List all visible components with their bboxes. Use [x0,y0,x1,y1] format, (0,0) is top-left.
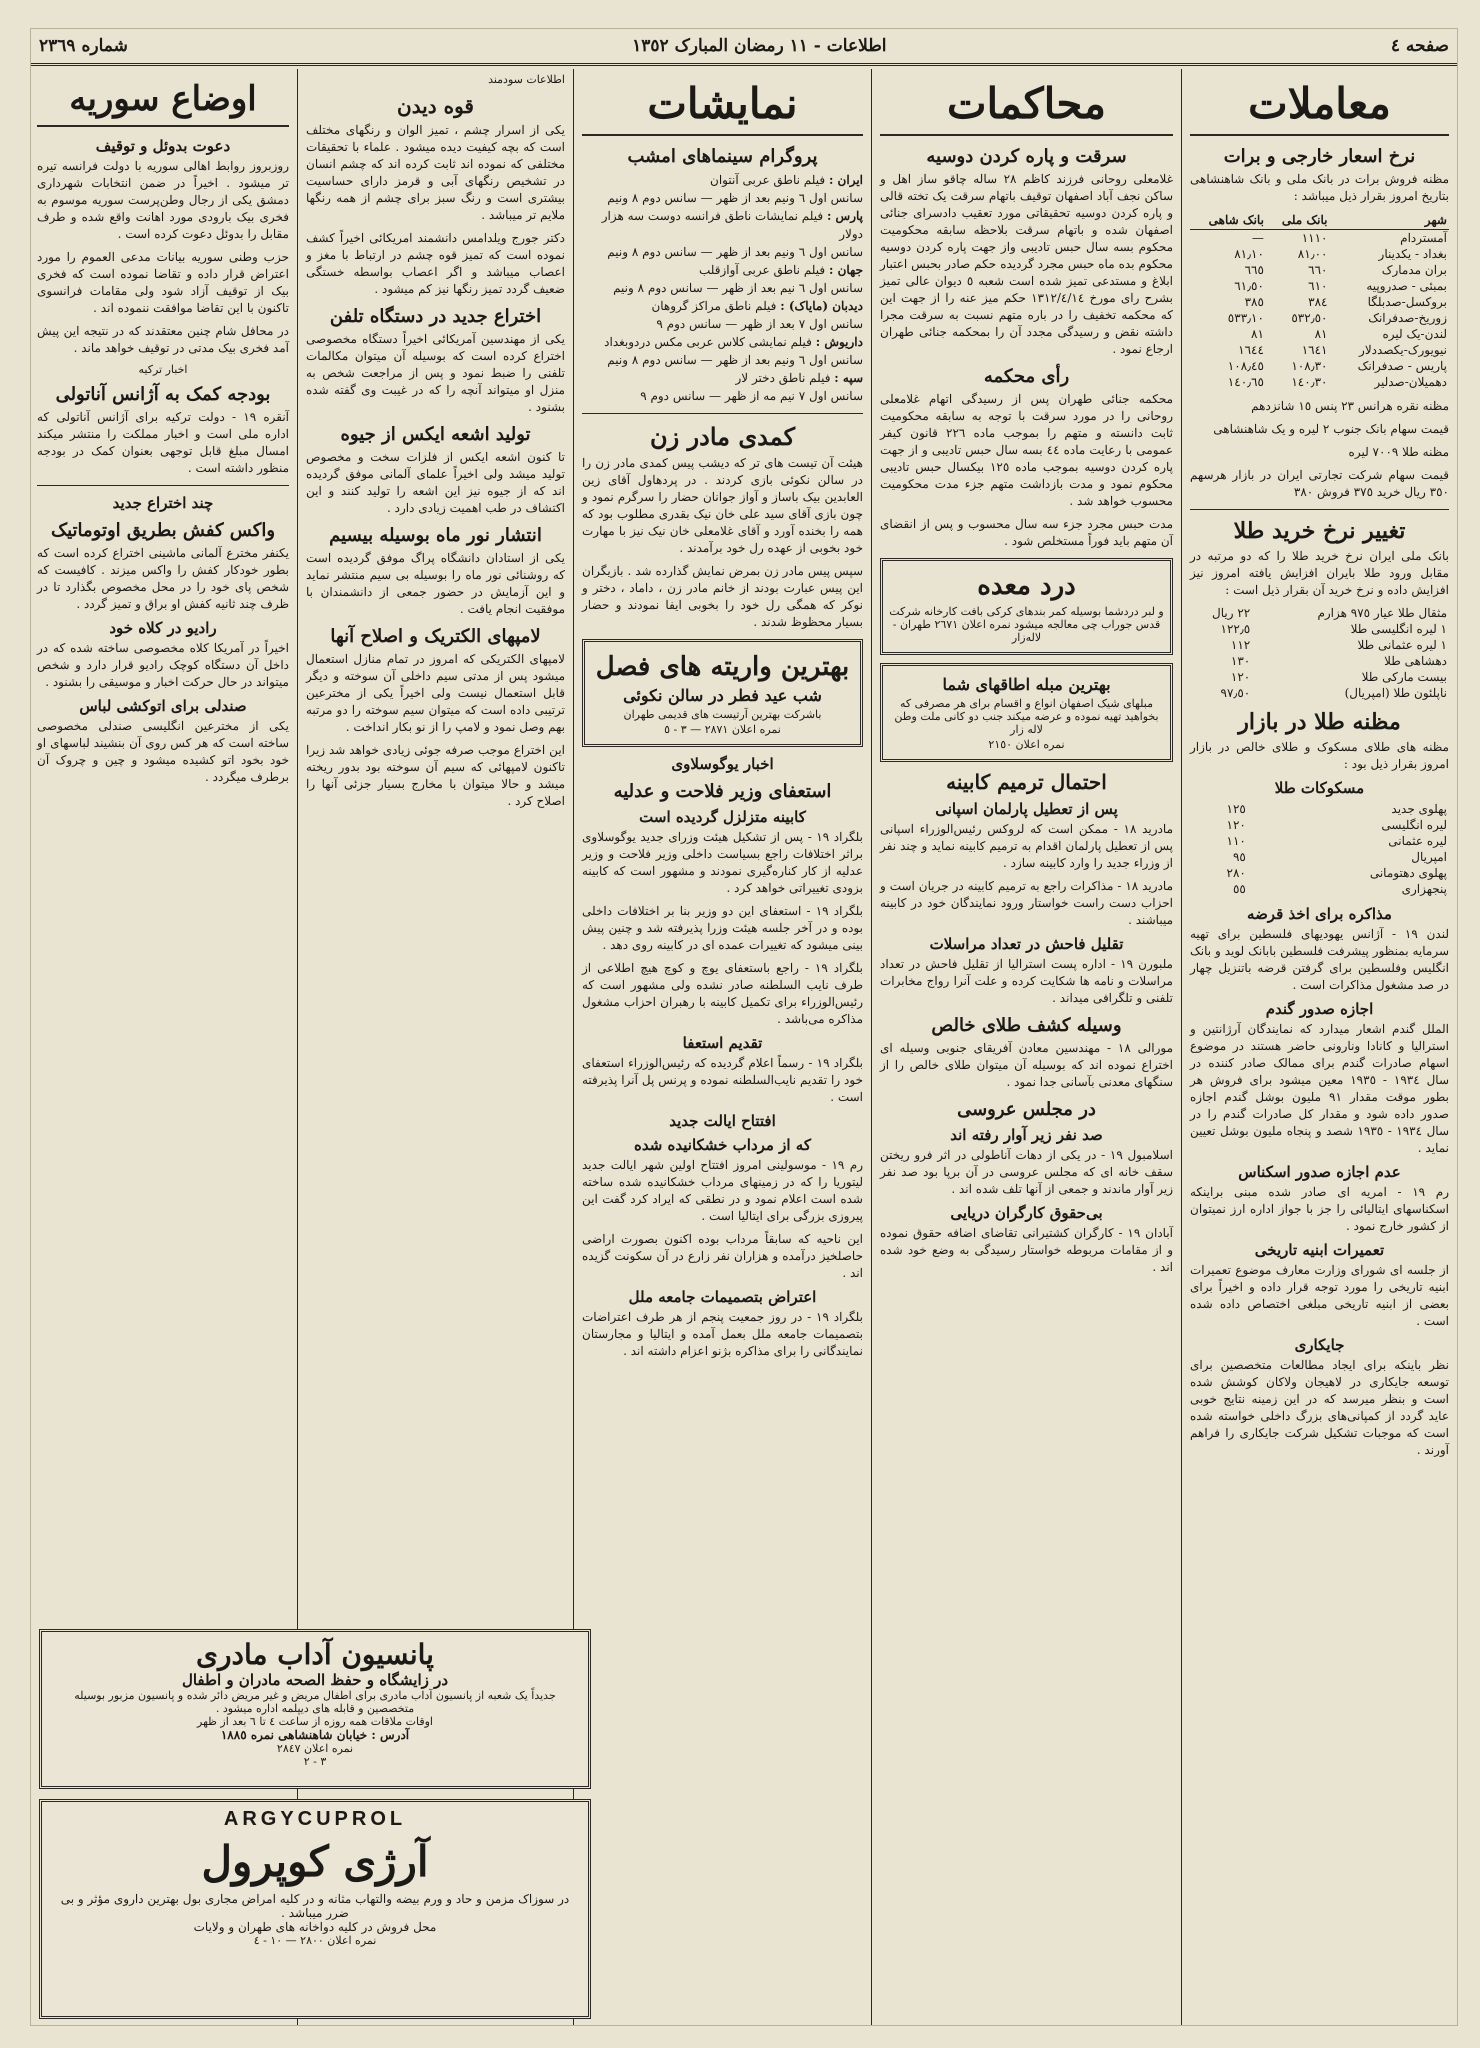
table-row: بمبئی - صدروپیه ٦١٠ ٦١٫٥٠ [1234,279,1447,293]
gold-price: مظنه طلا ٧٠٠٩ لیره [1348,445,1449,459]
list-item: دیدبان (مایاک) : فیلم ناطق مراکز گروهان سانس اول ٧ بعد از ظهر — سانس دوم ٩ [651,299,863,331]
comedy-text: هیئت آن تیست های تر که دیشب پیس کمدی مادر زن را در سالن نکوئی بازی کردند . در پردهاول آقای زین العابدین بیک باساز و آواز جوانان حضار را سرگرم نمود و چون بازی آقای سید علی خان نیک بقدری مطلوب بود که همه را بخنده آورد و آقای غلامعلی خان نیک نیز با مهارت خود بخوبی از عهده رل خود برآمدند . [582,456,863,555]
divider [582,413,863,414]
coins-table [1190,801,1449,897]
table-row: بران مدمارک ٦٦٠ ٦٦٥ [1244,263,1447,277]
issue-number: شماره ٢٣٦٩ [39,36,128,56]
column-namayeshat [573,69,871,2025]
ad-text-2: اوقات ملاقات همه روزه از ساعت ٤ تا ٦ بعد از ظهر [197,1715,433,1728]
table-row: امپریال ٩٥ [1232,850,1447,864]
exchange-rates-table [1190,211,1449,390]
yugoslav-kicker: اخبار یوگوسلاوی [671,755,774,773]
table-row: بروکسل-صدبلگا ٣٨٤ ٣٨٥ [1244,295,1447,309]
bank-shares: قیمت سهام بانک جنوب ٢ لیره و یک شاهنشاهی [1213,422,1449,436]
syria-sub: دعوت بدوئل و توقیف [95,137,231,155]
eye-text: یکی از اسرار چشم ، تمیز الوان و رنگهای مختلف است که بچه کیفیت دیده میشود . علماء با تحقیقات مختلفی که نموده اند ثابت کرده اند که چشم انسان در تشخیص رنگهای آبی و قرمز دارای حساسیت بیشتری است و رنگ سبز برای چشم از همه رنگها ملایم تر میباشد . [306,123,565,222]
list-item: پارس : فیلم نمایشات ناطق فرانسه دوست سه هزار دولار سانس اول ٦ ونیم بعد از ظهر — سانس دوم ٨ ونیم [601,209,863,259]
factory-sub: که از مرداب خشکانیده شده [633,1136,811,1154]
wheat-heading: اجازه صدور گندم [1265,1000,1374,1018]
col-header: بانک ملی [1266,211,1330,230]
lamp-text: لامپهای الکتریکی که امروز در تمام منازل استعمال میشود پس از مدتی سیم داخلی آن سوخته و دیگر قابل استعمال نیست ولی اخیراً یکی از مخترعین ترتیبی داده است که میتوان سیم سوخته را دو مرتبه بهم وصل نمود و لامپ را از نو بکار انداخت . [306,652,565,734]
table-row: پهلوی جدید ١٢٥ [1226,802,1447,816]
cabinet-text: مادرید ١٨ - ممکن است که لروکس رئیس‌الوزراء اسپانی پس از تعطیل پارلمان اقدام به ترمیم کابینه نماید و چند نفر از وزراء جدید را وارد کابینه سازد . [880,822,1173,870]
case-text: غلامعلی روحانی فرزند کاظم ٢٨ ساله چاقو ساز اهل و ساکن نجف آباد اصفهان توقیف باتهام سرقت یک تخته قالی و پاره کردن دوسیه تحقیقاتی مورد تعقیب دادسرای جنائی اصفهان شده و باتهام سرقت بلاحظه سابقه محکومیت محکوم بسه سال حبس تادیبی واز جهت پاره کردن دوسیه محکوم بده ماه حبس مجرد گردیده حکم صادر بحبس اعتبار ابلاغ و مستدعی تمیز شده است شعبه ٥ دیوان عالی تمیز بشرح رای مورخ ١٣١٢/٤/١٤ حکم میز عنه را از جهت این که محکمه تخفیف را در باره متهم نسبت به سرقت مجرا داشته نقض و رسیدگی مجدد آن را بمحکمه جنائی طهران ارجاع نمود . [880,172,1174,356]
newspaper-page [30,28,1458,2026]
table-row: بغداد - یکدینار ٨١٫٠٠ ٨١٫١٠ [1234,247,1447,261]
table-row: زوریخ-صدفرانک ٥٣٢٫٥٠ ٥٣٣٫١٠ [1227,311,1447,325]
ad-title: درد معده [977,571,1076,601]
lamp-heading: لامپهای الکتریک و اصلاح آنها [330,626,541,647]
ad-title: پانسیون آداب مادری [196,1638,434,1671]
ad-sub: شب عید فطر در سالن نکوئی [623,686,822,705]
verdict-heading: رأی محکمه [983,366,1070,387]
ad-text: و لبر دردشما بوسیله کمر بندهای کرکی بافت کارخانه شرکت قدس جوراب چی معالجه میشود نمره اعلان ٢٦٧١ طهران - لاله‌زار [889,605,1164,644]
table-row: دهمیلان-صدلیر ١٤٠٫٣٠ ١٤٠٫٦٥ [1227,375,1447,389]
monuments-heading: تعمیرات ابنیه تاریخی [1254,1241,1385,1259]
divider [1190,509,1449,510]
case-heading: سرقت و پاره کردن دوسیه [926,146,1127,167]
rates-intro: مظنه فروش برات در بانک ملی و بانک شاهنشاهی بتاریخ امروز بقرار ذیل میباشد : [1190,172,1449,203]
radio-heading: رادیو در کلاه خود [109,619,217,637]
verdict-text-2: مدت حبس مجرد جزء سه سال محسوب و پس از انقضای آن متهم باید فوراً مستخلص شود . [880,517,1173,548]
coins-heading: مسکوکات طلا [1274,779,1365,797]
list-item: جهان : فیلم ناطق عربی آوازقلب سانس اول ٦ نیم بعد از ظهر — سانس دوم ٨ ونیم [613,263,863,295]
pansion-ad [39,1629,591,1789]
stomach-ad [880,558,1173,655]
syria-text: روزبروز روابط اهالی سوریه با دولت فرانسه تیره تر میشود . اخیراً در ضمن انتخابات شهرداری دمشق یکی از رجال وطن‌پرست سوریه موسوم به فخری بیک بارودی مورد اهانت واقع شده و طرف مقابل را بدوئل دعوت کرده است . [37,159,289,241]
shoe-heading: واکس کفش بطریق اوتوماتیک [50,520,276,541]
masthead [31,29,1457,66]
ad-number: نمره اعلان ٢٨٤٧ [276,1742,354,1755]
col-header: بانک شاهی [1190,211,1266,230]
banknote-text: رم ١٩ - امریه ای صادر شده مبنی براینکه اسکناسهای ایتالیائی را جز با جواز اداره ارز نمیتوان از کشور خارج نمود . [1190,1185,1449,1233]
anatoli-text: آنقره ١٩ - دولت ترکیه برای آژانس آناتولی که اداره ملی است و اخبار مملکت را منتشر میکند امسال مبلغ قابل توجهی بعنوان کمک در بودجه منظور داشته است . [37,410,289,475]
column-muamelat [1181,69,1457,2025]
ad-number: نمره اعلان ٢٨٠٠ — ١٠ - ٤ [253,1934,377,1947]
verdict-text: محکمه جنائی طهران پس از رسیدگی اتهام غلامعلی روحانی را در مورد سرقت با توجه به سابقه محکومیت ثابت دانسته و متهم را بموجب ماده ٢٢٦ قانون کیفر عمومی با رعایت ماده ٤٤ بسه سال حبس تادیبی و از جهت پاره کردن دوسیه بموجب ماده ١٢٥ بیکسال حبس تادیبی محکوم نمود و مدت بازداشت متهم جزء مدت محکومیت محسوب خواهد شد . [880,392,1173,508]
ad-number-2: ٣ - ٢ [303,1755,327,1768]
list-item: ایران : فیلم ناطق عربی آنتوان سانس اول ٦ ونیم بعد از ظهر — سانس دوم ٨ ونیم [607,173,863,205]
table-row: لندن-یک لیره ٨١ ٨١ [1251,327,1447,341]
inventions-heading: چند اختراع جدید [112,494,214,512]
lamp-text-2: این اختراع موجب صرفه جوئی زیادی خواهد شد زیرا تاکنون لامپهائی که سیم آن سوخته بود بدور ریخته میشد و حالا میتوان با مخارج بسیار جزئی آنها را اصلاح کرد . [306,743,565,808]
loan-text: لندن ١٩ - آژانس یهودیهای فلسطین برای تهیه سرمایه بمنظور پیشرفت فلسطین بابانک لوید و بانک انگلیس وفلسطین برای گرفتن قرضه باتنزیل چهار در صد مشغول مذاکرات است . [1190,927,1449,992]
league-text: بلگراد ١٩ - در روز جمعیت پنجم از هر طرف اعتراضات بتصمیمات جامعه ملل بعمل آمده و ایتالیا و مجارستان نمایندگانی را برای مذاکره بژنو اعزام داشته اند . [582,1310,863,1358]
ad-address: آدرس : خیابان شاهنشاهی نمره ١٨٨٥ [220,1728,410,1742]
gold-discovery-text: مورالی ١٨ - مهندسین معادن آفریقای جنوبی وسیله ای اختراع نموده اند که بوسیله آن میتوان طلای خالص را از سنگهای معدنی بآسانی جدا نمود . [880,1041,1174,1089]
table-row: پاریس - صدفرانک ١٠٨٫٣٠ ١٠٨٫٤٥ [1227,359,1447,373]
xray-text: تا کنون اشعه ایکس از فلزات سخت و مخصوص تولید میشد ولی اخیراً علمای آلمانی موفق گردیده اند که از جیوه نیز این اشعه را تولید کنند و این اکتشاف در طب اهمیت زیادی دارد . [306,450,565,515]
eye-heading: قوه دیدن [397,94,474,118]
turkey-kicker: اخبار ترکیه [138,363,188,376]
table-row: دهشاهی طلا ١٣٠ [1230,654,1447,668]
sailor-heading: بی‌حقوق کارگران دریایی [950,1204,1103,1222]
mail-heading: تقلیل فاحش در تعداد مراسلات [929,935,1124,953]
comedy-text-2: سپس پیس مادر زن بمرض نمایش گذارده شد . بازیگران این پیس عبارت بودند از خانم مادر زن ، داماد ، دختر و نوکر که همگی رل خود را بخوبی ایفا نمودند و حضار بسیار محظوظ شدند . [582,564,863,629]
mail-text: ملبورن ١٩ - اداره پست استرالیا از تقلیل فاحش در تعداد مراسلات و نامه ها شکایت کرده و علت آنرا رواج مخابرات تلفنی و تلگرافی میداند . [880,957,1173,1005]
table-row: بیست مارکی طلا ١٢٠ [1230,670,1447,684]
cabinet-heading: احتمال ترمیم کابینه [946,770,1107,794]
list-item: سپه : فیلم ناطق دختر لار سانس اول ٧ نیم مه از ظهر — سانس دوم ٩ [640,371,863,403]
cabinet-text-2: مادرید ١٨ - مذاکرات راجع به ترمیم کابینه در جریان است و احزاب دست راست خواستار ورود نمایندگان خود در کابینه میباشند . [880,879,1173,927]
wedding-text: اسلامبول ١٩ - در یکی از دهات آناطولی در اثر فرو ریختن سقف خانه ای که مجلس عروسی در آن برپا بود صد نفر زیر آوار ماندند و جمعی از آنها تلف شده اند . [880,1148,1173,1196]
yugoslav-text: بلگراد ١٩ - پس از تشکیل هیئت وزرای جدید یوگوسلاوی براثر اختلافات راجع بسیاست داخلی وزیر فلاحت و وزیر عدلیه از کار کناره‌گیری نمودند و مشهور است که کابینه بزودی تغییراتی خواهد کرد . [582,830,863,895]
gold-change-heading: تغییر نرخ خرید طلا [1233,518,1406,544]
gold-discovery-heading: وسیله کشف طلای خالص [931,1015,1122,1036]
moonlight-heading: انتشار نور ماه بوسیله بیسیم [329,525,542,546]
program-heading: پروگرام سینماهای امشب [627,146,818,167]
sailor-text: آبادان ١٩ - کارگران کشتیرانی تقاضای اضافه حقوق نموده و از مقامات مربوطه خواستار رسیدگی به وضع خود شده اند . [880,1226,1173,1274]
wedding-sub: صد نفر زیر آوار رفته اند [950,1126,1103,1144]
phone-heading: اختراع جدید در دستگاه تلفن [329,306,542,327]
comedy-heading: کمدی مادر زن [649,422,796,451]
ad-text: مبلهای شیک اصفهان انواع و اقسام برای هر مصرفی که بخواهید تهیه نموده و عرضه میکند جنب دو کانی ملت وطن لاله زار [894,697,1159,736]
eye-text-2: دکتر جورج ویلدامس دانشمند امریکائی اخیراً کشف نموده است که تمیز قوه چشم در ارتباط با مغز و اعصاب میباشد و اگر اعصاب بواسطه خستگی ضعیف گردد تمیز رنگها نیز کم میشود . [306,231,565,296]
divider [37,485,289,486]
ad-line: باشرکت بهترین آرتیست های قدیمی طهران [623,708,822,721]
bazaar-text: مظنه های طلای مسکوک و طلای خالص در بازار امروز بقرار ذیل بود : [1190,740,1449,771]
factory-heading: افتتاح ایالت جدید [669,1112,776,1130]
wheat-text: الملل گندم اشعار میدارد که نمایندگان آرژانتین و استرالیا و کانادا ونارونی حاضر هستند در موضوع اسهام صادرات گندم برای ممالک صادر کننده در سال ١٩٣٤ - ١٩٣٥ معین میشود برای فروش هر بطور موقت مقدار ٩١ ملیون بوشل گندم اجازه صدور داده شود و مقدار کل صادرات گندم را در سال ١٩٣٤ - ١٩٣٥ شصد و پنجاه ملیون بوشل تعیین نماید . [1190,1022,1450,1155]
table-row: لیره عثمانی ١١٠ [1226,834,1447,848]
radio-text: اخیراً در آمریکا کلاه مخصوصی ساخته شده که در داخل آن دستگاه کوچک رادیو قرار دارد و شخص میتواند در حال حرکت اخبار و موسیقی را بشنود . [37,641,289,689]
wedding-heading: در مجلس عروسی [957,1099,1096,1120]
ad-title: آرژی کوپرول [201,1837,429,1886]
jaygari-text: نظر باینکه برای ایجاد مطالعات متخصصین برای توسعه جایکاری در لاهیجان ولاکان کوشش شده است و بنظر میرسد که در این زمینه نتایج خوبی عاید گردد از کمپانی‌های بزرگ داخلی خواسته شده است که موجبات تشکیل شرکت جایکاری را فراهم آورند . [1190,1358,1449,1457]
table-row: ناپلئون طلا (امپریال) ٩٧٫٥٠ [1220,686,1447,700]
yugoslav-heading: استعفای وزیر فلاحت و عدلیه [613,781,832,802]
list-item: داریوش : فیلم نمایشی کلاس عربی مکس دردوبغداد سانس اول ٦ ونیم بعد از ظهر — سانس دوم ٨ ونیم [604,335,863,367]
ad-text: جدیداً یک شعبه از پانسیون آداب مادری برای اطفال مریض و غیر مریض دائر شده و پانسیون مزبور بوسیله متخصصین و قابله های دیپلمه اداره میشود . [74,1689,556,1715]
table-row: پنجهزاری ٥٥ [1232,882,1447,896]
ad-title: بهترین واریته های فصل [595,652,850,682]
section-title-muamelat: معاملات [1190,79,1449,136]
anatoli-heading: بودجه کمک به آژانس آناتولی [55,384,271,405]
table-row: نیویورک-یکصددلار ١٦٤١ ١٦٤٤ [1238,343,1447,357]
syria-text-3: در محافل شام چنین معتقدند که در نتیجه این پیش آمد فخری بیک مدتی در توقیف خواهد ماند . [37,324,289,355]
factory-text-2: این ناحیه که سابقاً مرداب بوده اکنون بصورت اراضی حاصلخیز درآمده و هزاران نفر زارع در آن سکونت گزیده اند . [582,1232,863,1280]
column-kicker: اطلاعات سودمند [488,73,565,86]
table-row: آمستردام ١١١٠ — [1251,231,1447,245]
factory-text: رم ١٩ - موسولینی امروز افتتاح اولین شهر ایالت جدید لیتوریا را که در زمینهای مرداب خشکانیده شده ساخته شده است اعلام نمود و در نطقی که ایراد کرد گفت این پیروزی بزرگی برای ایتالیا است . [582,1158,863,1223]
cabinet-sub: پس از تعطیل پارلمان اسپانی [935,800,1118,818]
table-row: مثقال طلا عیار ٩٧٥ هزارم ٢٢ ریال [1212,606,1447,620]
table-row: ١ لیره عثمانی طلا ١١٢ [1230,638,1447,652]
company-shares: قیمت سهام شرکت تجارتی ایران در بازار هرسهم ٣٥٠ ریال خرید ٣٧٥ فروش ٣٨٠ [1190,468,1449,499]
column-mahakemat [871,69,1181,2025]
chair-heading: صندلی برای اتوکشی لباس [79,697,247,715]
jaygari-heading: جایکاری [1294,1336,1345,1354]
issue-date: اطلاعات - ١١ رمضان المبارک ١٣٥٢ [632,36,887,56]
phone-text: یکی از مهندسین آمریکائی اخیراً دستگاه مخصوصی اختراع کرده است که بوسیله آن میتوان مکالمات تلفنی را ضبط نمود و پس از مراجعت شخص به منزل او میتواند آنچه را که در غیبت وی گفته شده بشنود . [306,332,565,414]
table-row: پهلوی دهتومانی ٢٨٠ [1226,866,1447,880]
banknote-heading: عدم اجازه صدور اسکناس [1238,1163,1401,1181]
ad-number: نمره اعلان ٢١٥٠ [988,738,1065,751]
section-title-mahakemat: محاکمات [880,79,1173,136]
bazaar-heading: مظنه طلا در بازار [1238,709,1401,735]
loan-heading: مذاکره برای اخذ قرضه [1247,905,1392,923]
ad-number: نمره اعلان ٢٨٧١ — ٣ - ٥ [664,723,781,736]
ad-text-2: محل فروش در کلیه دواخانه های طهران و ولایات [193,1920,437,1934]
table-row: ١ لیره انگلیسی طلا ١٢٢٫٥ [1220,622,1447,636]
ad-sub: در زایشگاه و حفظ الصحه مادران و اطفال [181,1671,449,1689]
gold-change-text: بانک ملی ایران نرخ خرید طلا را که دو مرتبه در مقابل ورود طلا بایران افزایش یافته امروز نیز افزایش داده و نرخ خرید آن بقرار ذیل است : [1190,549,1449,597]
argycuprol-ad [39,1799,591,2019]
yugoslav-text-3: بلگراد ١٩ - راجع باستعفای یوچ و کوچ هیچ اطلاعی از طرف نایب السلطنه صادر نشده ولی مشهور است که رئیس‌الوزراء برای تکمیل کابینه با رهبران احزاب مشغول مذاکره می‌باشد . [582,961,863,1026]
ad-latin-title: ARGYCUPROL [223,1808,407,1830]
ad-title: بهترین مبله اطاقهای شما [942,675,1111,694]
xray-heading: تولید اشعه ایکس از جیوه [340,424,531,445]
monuments-text: از جلسه ای شورای وزارت معارف موضوع تعمیرات ابنیه تاریخی را مورد توجه قرار داده و اخیراً برای بعضی از ابنیه تاریخی مبلغی اختصاص داده شده است . [1190,1263,1449,1328]
variety-ad [582,639,863,747]
yugoslav-sub: کابینه متزلزل گردیده است [639,808,806,826]
col-header: شهر [1329,211,1449,230]
moonlight-text: یکی از استادان دانشگاه پراگ موفق گردیده است که روشنائی نور ماه را بوسیله بی سیم منتشر نماید و این آزمایش در حضور جمعی از دانشمندان با موفقیت انجام یافت . [306,551,565,616]
ad-text: در سوزاک مزمن و حاد و ورم بیضه والتهاب مثانه و در کلیه امراض مجاری بول بهترین داروی مؤثر و بی ضرر میباشد . [60,1892,570,1920]
shoe-text: یکنفر مخترع آلمانی ماشینی اختراع کرده است که بطور خودکار کفش را واکس میزند . کافیست که شخص پای خود را در محل مخصوص بگذارد تا در ظرف چند ثانیه کفش او براق و تمیز گردد . [37,546,289,611]
gold-rates-table [1190,605,1449,701]
league-heading: اعتراض بتصمیمات جامعه ملل [628,1288,817,1306]
yugoslav-text-2: بلگراد ١٩ - استعفای این دو وزیر بنا بر اختلافات داخلی بوده و در آخر جلسه هیئت وزرا پذیرفته شد و چنین پیش بینی میشود که تغییرات عمده ای در کابینه روی دهد . [582,904,863,952]
rates-heading: نرخ اسعار خارجی و برات [1223,146,1416,167]
cinema-schedule [582,171,863,405]
syria-text-2: حزب وطنی سوریه بیانات مدعی العموم را مورد اعتراض قرار داده و تقاضا نموده است که فخری بیک از توقیف آزاد شود ولی مقامات فرانسوی تاکنون با این تقاضا موافقت ننموده اند . [37,250,289,315]
section-title-namayeshat: نمایشات [582,79,863,136]
resign-heading: تقدیم استعفا [682,1034,763,1052]
table-row: لیره انگلیسی ١٢٠ [1226,818,1447,832]
silver-note: مظنه نقره هرانس ٢٣ پنس ١٥ شانزدهم [1251,399,1449,413]
furniture-ad [880,663,1173,762]
resign-text: بلگراد ١٩ - رسماً اعلام گردیده که رئیس‌الوزراء استعفای خود را تقدیم نایب‌السلطنه نموده و پرنس پل آنرا پذیرفته است . [582,1056,863,1104]
chair-text: یکی از مخترعین انگلیسی صندلی مخصوصی ساخته است که هر کس روی آن بنشیند لباسهای او خود بخود اتو کشیده میشود و چین و چروک آن برطرف میگردد . [37,719,289,784]
section-title-syria: اوضاع سوریه [37,79,289,127]
page-number: صفحه ٤ [1390,36,1449,56]
